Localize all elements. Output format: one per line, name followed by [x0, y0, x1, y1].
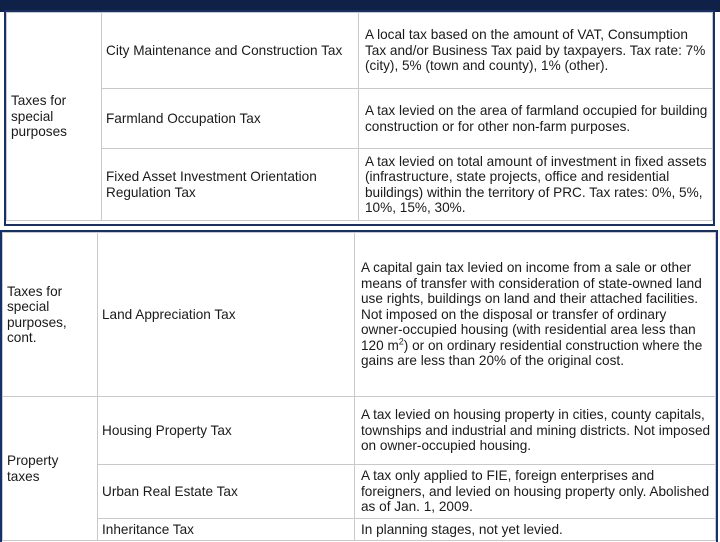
tax-name-cell — [102, 89, 359, 149]
tax-description-cell — [359, 89, 713, 149]
tax-description: A tax only applied to FIE, foreign enterprises and foreigners, and levied on housing property only. Abolished as of Jan. 1, 2009. — [361, 468, 710, 515]
tax-name-cell — [102, 13, 359, 89]
tax-description-cell — [359, 13, 713, 89]
tax-description-cell — [355, 465, 716, 519]
tax-name: Inheritance Tax — [102, 521, 194, 537]
tax-name-cell — [98, 465, 355, 519]
lower-table-panel — [0, 230, 718, 542]
tax-description: A tax levied on the area of farmland occupied for building construction or for other non-farm purposes. — [365, 103, 708, 134]
tax-description: In planning stages, not yet levied. — [361, 521, 563, 537]
table-row — [7, 89, 713, 149]
tax-description-cell — [355, 233, 716, 397]
table-row — [7, 13, 713, 89]
tax-name: Housing Property Tax — [102, 422, 232, 438]
table-row — [3, 233, 716, 397]
table-row — [3, 519, 716, 541]
tax-description-part2: ) or on ordinary residential construction where the gains are less than 20% of the original cost. — [361, 337, 703, 369]
tax-name-cell — [98, 233, 355, 397]
category-cell — [3, 397, 98, 541]
table-row — [3, 397, 716, 465]
tax-name-cell — [98, 397, 355, 465]
category-label: Taxes for special purposes — [11, 93, 67, 140]
tax-description: A tax levied on total amount of investment in fixed assets (infrastructure, state projects, office and residential buildings) within the territory of PRC. Tax rates: 0%, 5%, 10%, 15%, 30%. — [365, 153, 707, 215]
tax-name: Farmland Occupation Tax — [106, 110, 261, 126]
upper-tax-table — [6, 12, 713, 221]
tax-name: City Maintenance and Construction Tax — [106, 42, 343, 58]
tax-name: Urban Real Estate Tax — [102, 483, 238, 499]
tax-name: Fixed Asset Investment Orientation Regulation Tax — [106, 169, 317, 200]
tax-description-part1: A capital gain tax levied on income from a sale or other means of transfer with consideration of state-owned land use rights, buildings on land and their attached facilities. Not imposed on the disposal or transfer of ordinary owner-occupied housing (with residential area less than 120 m — [361, 260, 702, 353]
superscript-2: 2 — [398, 336, 404, 347]
table-row — [3, 465, 716, 519]
tax-name-cell — [102, 149, 359, 221]
tax-description: A tax levied on housing property in cities, county capitals, townships and industrial and mining districts. Not imposed on owner-occupied housing. — [361, 407, 711, 454]
tax-name-cell — [98, 519, 355, 541]
tax-description-cell — [355, 519, 716, 541]
category-label: Taxes for special purposes, cont. — [7, 283, 67, 345]
lower-tax-table — [2, 232, 716, 541]
category-cell — [3, 233, 98, 397]
tax-name: Land Appreciation Tax — [102, 306, 236, 322]
tax-description-cell — [359, 149, 713, 221]
upper-table-panel — [4, 10, 715, 226]
table-row — [7, 149, 713, 221]
category-cell — [7, 13, 102, 221]
tax-description-cell — [355, 397, 716, 465]
tax-description: A local tax based on the amount of VAT, Consumption Tax and/or Business Tax paid by taxpayers. Tax rate: 7% (city), 5% (town and county), 1% (other). — [365, 27, 706, 74]
category-label: Property taxes — [7, 453, 59, 484]
